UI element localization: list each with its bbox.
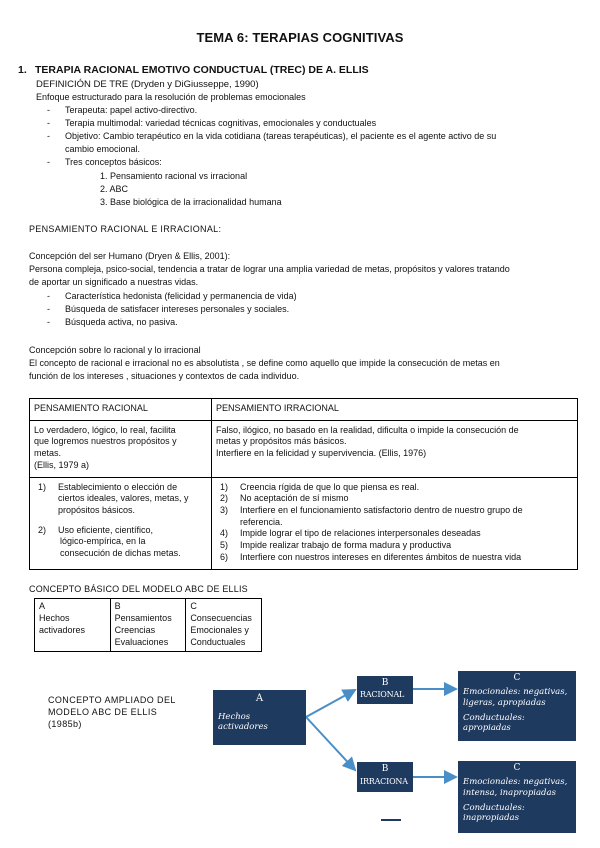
racional-text-line: función de los intereses , situaciones y contextos de cada individuo. [29, 371, 300, 381]
cell-line: Hechos [39, 612, 70, 623]
box-letter: C [513, 673, 521, 683]
table-header-irracional: PENSAMIENTO IRRACIONAL [212, 399, 578, 421]
box-letter: C [513, 763, 521, 773]
cell-line: que logremos nuestros propósitos y [34, 436, 177, 447]
table-cell-racional-list [30, 477, 212, 569]
numbered-item: 1. Pensamiento racional vs irracional [100, 171, 248, 181]
box-line: ligeras, apropiadas [463, 697, 546, 708]
table-cell-irracional-list [212, 477, 578, 569]
item-line: ciertos ideales, valores, metas, y [58, 493, 189, 504]
item-number: 4) [220, 528, 229, 539]
box-line: intensa, inapropiadas [463, 787, 556, 798]
cell-line: Pensamientos [114, 612, 172, 623]
box-line: Hechos [218, 711, 251, 722]
cell-line: metas. [34, 448, 62, 459]
box-c-racional [458, 671, 576, 741]
bullet-dash: - [47, 304, 50, 314]
list-item [216, 528, 573, 540]
item-line: consecución de dichas metas. [60, 548, 181, 559]
item-line: No aceptación de sí mismo [240, 493, 349, 504]
box-label: RACIONAL [360, 690, 405, 700]
bullet-item: Búsqueda activa, no pasiva. [65, 317, 178, 327]
item-line: lógico-empírica, en la [60, 536, 146, 547]
dash-mark [381, 819, 401, 821]
table-cell-irracional-def [212, 420, 578, 477]
numbered-list [0, 171, 600, 211]
box-line: activadores [218, 722, 268, 733]
box-b-irracional [357, 762, 413, 792]
item-number: 2) [38, 524, 47, 535]
numbered-item: 3. Base biológica de la irracionalidad humana [100, 197, 282, 207]
box-c-irracional [458, 761, 576, 833]
definition-bullets [0, 105, 600, 171]
box-line: inapropiadas [463, 813, 519, 824]
abc-heading: CONCEPTO BÁSICO DEL MODELO ABC DE ELLIS [29, 584, 248, 594]
box-line: Emocionales: negativas, [463, 687, 568, 698]
cell-line: Evaluaciones [114, 636, 169, 647]
box-letter: B [381, 764, 389, 774]
cell-line: Interfiere en la felicidad y supervivencia. (Ellis, 1976) [216, 448, 427, 459]
pensamiento-heading: PENSAMIENTO RACIONAL E IRRACIONAL: [29, 224, 222, 234]
item-number: 1) [220, 481, 229, 492]
abc-cell-c [186, 599, 262, 652]
arrow-a-to-b-irracional [306, 717, 355, 770]
caption-line: MODELO ABC DE ELLIS [48, 707, 158, 718]
arrow-a-to-b-racional [306, 690, 355, 717]
section-heading [18, 64, 369, 78]
table-row [35, 599, 262, 652]
list-item [216, 540, 573, 552]
list-item [216, 552, 573, 564]
pensamiento-table [29, 398, 578, 570]
bullet-dash: - [47, 317, 50, 327]
page-title: TEMA 6: TERAPIAS COGNITIVAS [196, 30, 404, 45]
table-header-racional: PENSAMIENTO RACIONAL [30, 399, 212, 421]
box-line: Conductuales: [463, 712, 525, 723]
irracional-list [216, 482, 573, 564]
bullet-item: Objetivo: Cambio terapéutico en la vida cotidiana (tareas terapéuticas), el paciente es el agente activo de su [65, 131, 497, 141]
table-row [30, 420, 578, 477]
item-line: Uso eficiente, científico, [58, 524, 154, 535]
bullet-item: Búsqueda de satisfacer intereses personales y sociales. [65, 304, 290, 314]
item-number: 5) [220, 540, 229, 551]
cell-line: Consecuencias [190, 612, 252, 623]
cell-line: Conductuales [190, 636, 246, 647]
racional-list [34, 482, 207, 560]
bullet-item: Terapeuta: papel activo-directivo. [65, 105, 198, 115]
list-item [216, 505, 573, 528]
item-number: 2) [220, 493, 229, 504]
numbered-item: 2. ABC [100, 184, 129, 194]
bullet-item-continuation: cambio emocional. [65, 144, 141, 154]
list-item [34, 525, 207, 560]
section-title: TERAPIA RACIONAL EMOTIVO CONDUCTUAL (TREC) DE A. ELLIS [35, 64, 369, 76]
item-number: 3) [220, 505, 229, 516]
bullet-item: Característica hedonista (felicidad y permanencia de vida) [65, 291, 297, 301]
section-number: 1. [18, 64, 27, 76]
racional-text-line: El concepto de racional e irracional no es absolutista , se define como aquello que impide la consecución de metas en [29, 358, 500, 368]
cell-line: Lo verdadero, lógico, lo real, facilita [34, 424, 176, 435]
item-line: Establecimiento o elección de [58, 481, 178, 492]
table-cell-racional-def [30, 420, 212, 477]
cell-line: C [190, 601, 197, 611]
list-item [34, 482, 207, 517]
caption-line: CONCEPTO AMPLIADO DEL [48, 695, 176, 705]
box-letter: A [255, 693, 264, 704]
box-line: Conductuales: [463, 802, 525, 813]
cell-line: metas y propósitos más básicos. [216, 436, 347, 447]
cell-line: Falso, ilógico, no basado en la realidad, dificulta o impide la consecución de [216, 424, 519, 435]
concepcion-heading: Concepción del ser Humano (Dryen & Ellis, 2001): [29, 251, 231, 261]
bullet-item: Tres conceptos básicos: [65, 157, 162, 167]
table-header-row [30, 399, 578, 421]
racional-heading: Concepción sobre lo racional y lo irracional [29, 345, 201, 355]
bullet-dash: - [47, 157, 50, 167]
concepcion-text-line: de aportar un significado a nuestras vidas. [29, 277, 199, 287]
caption-line: (1985b) [48, 719, 82, 730]
box-b-racional [357, 676, 413, 704]
list-item [216, 493, 573, 505]
abc-cell-a [35, 599, 111, 652]
cell-line: Emocionales y [190, 624, 249, 635]
definition-text: Enfoque estructurado para la resolución de problemas emocionales [36, 92, 306, 102]
box-hechos-activadores [213, 690, 306, 745]
abc-table [34, 598, 262, 652]
cell-line: Creencias [114, 624, 156, 635]
item-line: Impide realizar trabajo de forma madura y productiva [240, 540, 452, 551]
cell-line: activadores [39, 624, 86, 635]
item-line: referencia. [240, 516, 283, 527]
bullet-dash: - [47, 105, 50, 115]
bullet-dash: - [47, 291, 50, 301]
cell-line: B [114, 601, 121, 611]
concepcion-bullets [0, 291, 600, 331]
table-row [30, 477, 578, 569]
bullet-dash: - [47, 131, 50, 141]
box-letter: B [381, 678, 389, 688]
item-number: 1) [38, 481, 47, 492]
box-line: apropiadas [463, 723, 511, 734]
item-line: Interfiere con nuestros intereses en diferentes ámbitos de nuestra vida [240, 551, 522, 562]
item-number: 6) [220, 551, 229, 562]
bullet-item: Terapia multimodal: variedad técnicas cognitivas, emocionales y conductuales [65, 118, 377, 128]
item-line: propósitos básicos. [58, 505, 136, 516]
item-line: Creencia rígida de que lo que piensa es real. [240, 481, 420, 492]
item-line: Interfiere en el funcionamiento satisfactorio dentro de nuestro grupo de [240, 505, 523, 516]
item-line: Impide lograr el tipo de relaciones interpersonales deseadas [240, 528, 481, 539]
cell-line: A [39, 601, 46, 611]
list-item [216, 482, 573, 494]
definition-heading: DEFINICIÓN DE TRE (Dryden y DiGiusseppe, 1990) [36, 79, 259, 90]
box-label: IRRACIONA [360, 777, 408, 787]
cell-line: (Ellis, 1979 a) [34, 459, 90, 470]
concepcion-text-line: Persona compleja, psico-social, tendencia a tratar de lograr una amplia variedad de metas, propósitos y valores tratando [29, 264, 510, 274]
bullet-dash: - [47, 118, 50, 128]
box-line: Emocionales: negativas, [463, 777, 568, 788]
abc-cell-b [110, 599, 186, 652]
